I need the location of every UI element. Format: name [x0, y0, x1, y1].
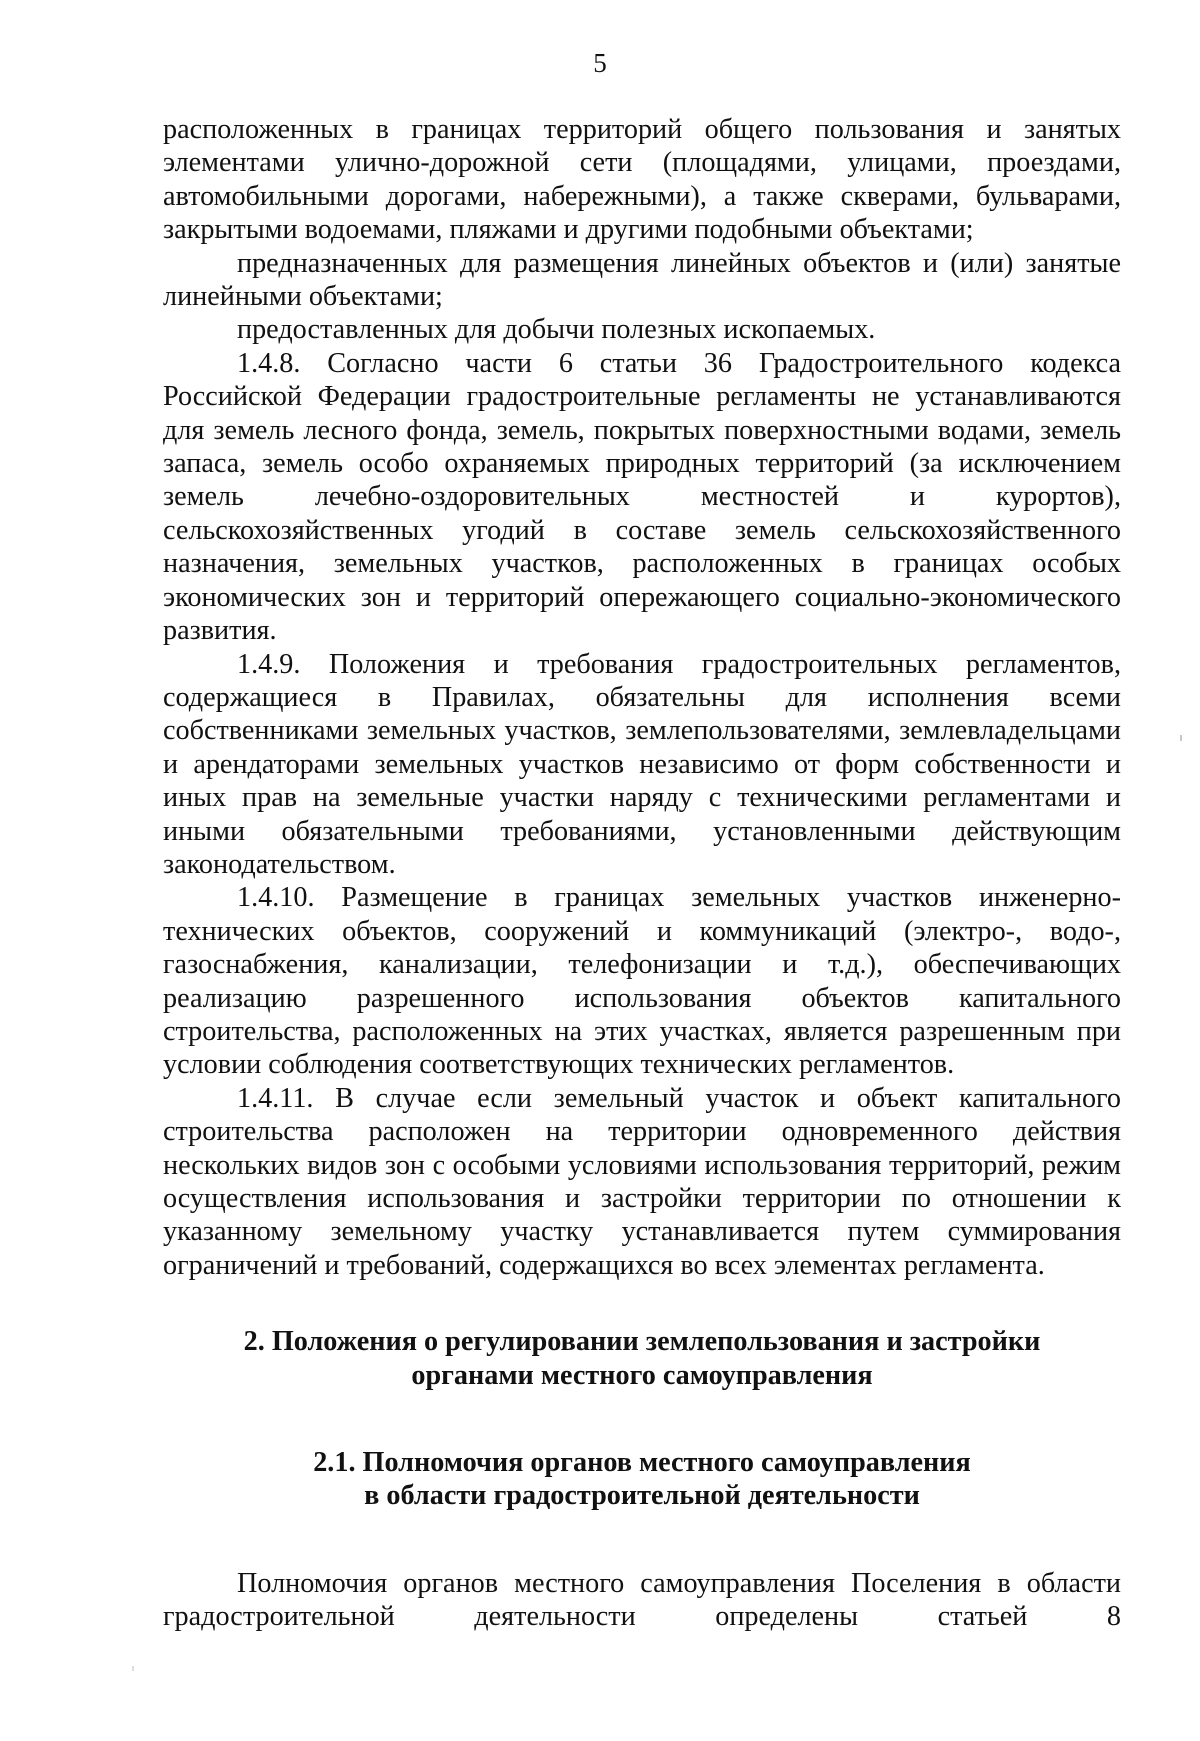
paragraph-continuation: расположенных в границах территорий общего пользования и занятых элементами улично-дорожной сети (площадями, улицами, проездами, автомобильными дорогами, набережными), а также скверами, бульварами, закрытыми водоемами, пляжами и другими подобными объектами; — [163, 114, 1121, 246]
paragraph-mineral-extraction: предоставленных для добычи полезных ископаемых. — [237, 314, 876, 346]
paragraph-1-4-11: 1.4.11. В случае если земельный участок и объект капитального строительства расположен на территории одновременного действия нескольких видов зон с особыми условиями использования территорий, режим осуществления использования и застройки территории по отношении к указанному земельному участку устанавливается путем суммирования ограничений и требований, содержащихся во всех элементах регламента. — [163, 1082, 1121, 1281]
paragraph-1-4-8: 1.4.8. Согласно части 6 статьи 36 Градостроительного кодекса Российской Федерации градостроительные регламенты не устанавливаются для земель лесного фонда, земель, покрытых поверхностными водами, земель запаса, земель особо охраняемых природных территорий (за исключением земель лечебно-оздоровительных местностей и курортов), сельскохозяйственных угодий в составе земель сельскохозяйственного назначения, земельных участков, расположенных в границах особых экономических зон и территорий опережающего социально-экономического развития. — [163, 347, 1121, 647]
section-heading-line-1: 2. Положения о регулировании землепользования и застройки — [243, 1326, 1041, 1358]
page-number: 5 — [593, 48, 607, 78]
document-body — [163, 113, 1121, 1634]
subsection-heading-line-1: 2.1. Полномочия органов местного самоуправления — [313, 1447, 971, 1479]
paragraph-powers: Полномочия органов местного самоуправления Поселения в области градостроительной деятельности определены статьей 8 — [163, 1567, 1121, 1633]
paragraph-linear-objects: предназначенных для размещения линейных объектов и (или) занятые линейными объектами; — [163, 247, 1121, 313]
paragraph-1-4-10: 1.4.10. Размещение в границах земельных участков инженерно-технических объектов, сооружений и коммуникаций (электро-, водо-, газоснабжения, канализации, телефонизации и т.д.), обеспечивающих реализацию разрешенного использования объектов капитального строительства, расположенных на этих участках, является разрешенным при условии соблюдения соответствующих технических регламентов. — [163, 882, 1121, 1081]
scan-artifact-mark — [132, 1666, 134, 1671]
subsection-heading-line-2: в области градостроительной деятельности — [364, 1480, 920, 1512]
scan-artifact-mark — [1180, 735, 1182, 741]
section-heading-line-2: органами местного самоуправления — [411, 1359, 873, 1391]
paragraph-1-4-9: 1.4.9. Положения и требования градостроительных регламентов, содержащиеся в Правилах, обязательны для исполнения всеми собственниками земельных участков, землепользователями, землевладельцами и арендаторами земельных участков независимо от форм собственности и иных прав на земельные участки наряду с техническими регламентами и иными обязательными требованиями, установленными действующим законодательством. — [163, 648, 1121, 880]
subsection-heading-2-1 — [163, 1446, 1121, 1513]
section-heading-2 — [163, 1325, 1121, 1392]
